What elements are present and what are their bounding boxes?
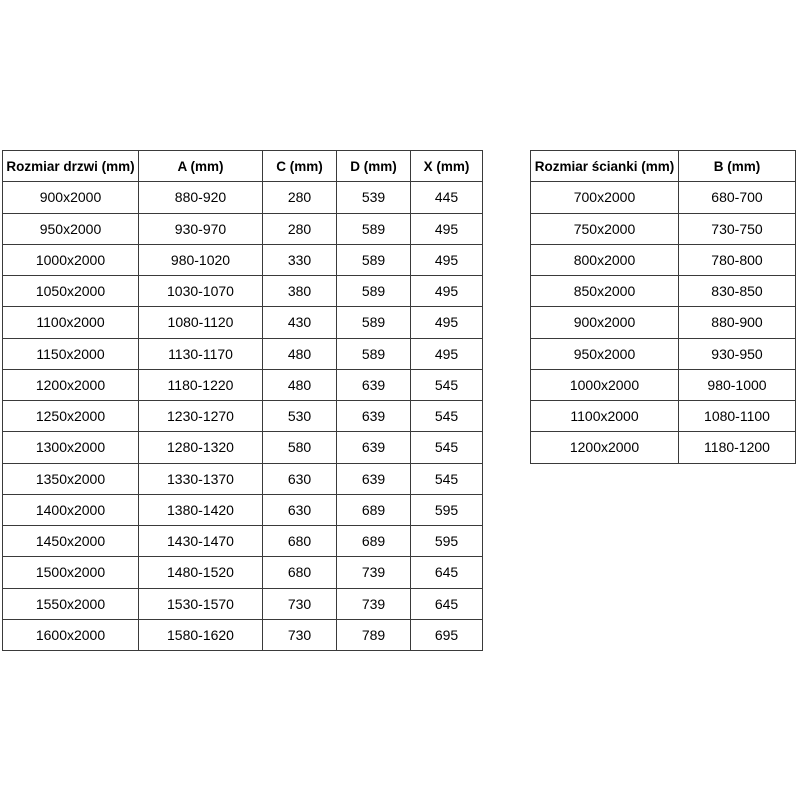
table-row [3, 369, 483, 400]
table-cell: 639 [337, 401, 411, 432]
table-row [3, 432, 483, 463]
table-cell: 495 [411, 307, 483, 338]
table-cell: 1050x2000 [3, 276, 139, 307]
table-cell: 1030-1070 [139, 276, 263, 307]
column-header: C (mm) [263, 151, 337, 182]
table-row [531, 338, 796, 369]
table-cell: 495 [411, 276, 483, 307]
table-row [531, 307, 796, 338]
table-cell: 1150x2000 [3, 338, 139, 369]
table-cell: 580 [263, 432, 337, 463]
table-cell: 445 [411, 182, 483, 213]
table-cell: 1100x2000 [531, 401, 679, 432]
table-cell: 589 [337, 307, 411, 338]
table-cell: 495 [411, 244, 483, 275]
column-header: B (mm) [679, 151, 796, 182]
table-cell: 700x2000 [531, 182, 679, 213]
table-cell: 1500x2000 [3, 557, 139, 588]
table-cell: 589 [337, 244, 411, 275]
table-row [531, 182, 796, 213]
table-cell: 1580-1620 [139, 619, 263, 650]
table-cell: 980-1020 [139, 244, 263, 275]
table-cell: 1280-1320 [139, 432, 263, 463]
table-cell: 630 [263, 494, 337, 525]
table-cell: 380 [263, 276, 337, 307]
table-cell: 1430-1470 [139, 526, 263, 557]
table-cell: 645 [411, 588, 483, 619]
table-row [531, 432, 796, 463]
column-header: Rozmiar ścianki (mm) [531, 151, 679, 182]
table-cell: 1130-1170 [139, 338, 263, 369]
table-cell: 680 [263, 526, 337, 557]
table-cell: 730 [263, 588, 337, 619]
column-header: X (mm) [411, 151, 483, 182]
table-cell: 789 [337, 619, 411, 650]
wall-dimensions-table [530, 150, 796, 464]
table-cell: 1350x2000 [3, 463, 139, 494]
table-cell: 1200x2000 [3, 369, 139, 400]
table-cell: 545 [411, 463, 483, 494]
table-row [531, 401, 796, 432]
table-cell: 589 [337, 338, 411, 369]
table-cell: 739 [337, 557, 411, 588]
header-row [3, 151, 483, 182]
table-cell: 589 [337, 213, 411, 244]
table-row [3, 338, 483, 369]
table-cell: 1450x2000 [3, 526, 139, 557]
table-cell: 980-1000 [679, 369, 796, 400]
table-cell: 750x2000 [531, 213, 679, 244]
table-cell: 1100x2000 [3, 307, 139, 338]
table-row [531, 276, 796, 307]
table-cell: 950x2000 [531, 338, 679, 369]
table-cell: 1180-1220 [139, 369, 263, 400]
table-row [3, 182, 483, 213]
table-cell: 730 [263, 619, 337, 650]
table-cell: 639 [337, 369, 411, 400]
table-row [3, 276, 483, 307]
table-cell: 1080-1120 [139, 307, 263, 338]
table-cell: 530 [263, 401, 337, 432]
table-cell: 1180-1200 [679, 432, 796, 463]
table-cell: 680 [263, 557, 337, 588]
table-cell: 1000x2000 [3, 244, 139, 275]
table-row [3, 619, 483, 650]
table-cell: 1080-1100 [679, 401, 796, 432]
table-cell: 545 [411, 432, 483, 463]
table-cell: 480 [263, 338, 337, 369]
table-cell: 900x2000 [3, 182, 139, 213]
table-row [531, 369, 796, 400]
table-cell: 1550x2000 [3, 588, 139, 619]
table-cell: 780-800 [679, 244, 796, 275]
door-dimensions-table [2, 150, 483, 651]
table-cell: 930-970 [139, 213, 263, 244]
table-row [3, 307, 483, 338]
column-header: Rozmiar drzwi (mm) [3, 151, 139, 182]
table-cell: 1480-1520 [139, 557, 263, 588]
table-cell: 495 [411, 213, 483, 244]
table-row [3, 557, 483, 588]
table-cell: 1300x2000 [3, 432, 139, 463]
table-cell: 595 [411, 526, 483, 557]
table-cell: 280 [263, 182, 337, 213]
table-cell: 645 [411, 557, 483, 588]
table-cell: 850x2000 [531, 276, 679, 307]
table-cell: 1600x2000 [3, 619, 139, 650]
table-row [3, 213, 483, 244]
table-cell: 639 [337, 463, 411, 494]
table-row [3, 526, 483, 557]
column-header: D (mm) [337, 151, 411, 182]
table-cell: 495 [411, 338, 483, 369]
table-row [3, 244, 483, 275]
table-cell: 430 [263, 307, 337, 338]
table-cell: 950x2000 [3, 213, 139, 244]
table-row [531, 213, 796, 244]
table-cell: 589 [337, 276, 411, 307]
table-cell: 689 [337, 526, 411, 557]
table-cell: 680-700 [679, 182, 796, 213]
table-cell: 800x2000 [531, 244, 679, 275]
table-cell: 880-920 [139, 182, 263, 213]
table-cell: 480 [263, 369, 337, 400]
table-cell: 930-950 [679, 338, 796, 369]
table-cell: 1400x2000 [3, 494, 139, 525]
table-cell: 880-900 [679, 307, 796, 338]
table-cell: 900x2000 [531, 307, 679, 338]
table-row [3, 494, 483, 525]
table-cell: 545 [411, 401, 483, 432]
table-row [3, 588, 483, 619]
table-cell: 1330-1370 [139, 463, 263, 494]
table-cell: 1230-1270 [139, 401, 263, 432]
table-cell: 739 [337, 588, 411, 619]
table-cell: 280 [263, 213, 337, 244]
table-row [3, 463, 483, 494]
table-row [531, 244, 796, 275]
table-cell: 1530-1570 [139, 588, 263, 619]
header-row [531, 151, 796, 182]
table-cell: 595 [411, 494, 483, 525]
table-cell: 545 [411, 369, 483, 400]
table-cell: 539 [337, 182, 411, 213]
column-header: A (mm) [139, 151, 263, 182]
table-cell: 639 [337, 432, 411, 463]
table-cell: 830-850 [679, 276, 796, 307]
table-cell: 1200x2000 [531, 432, 679, 463]
table-cell: 330 [263, 244, 337, 275]
table-cell: 1000x2000 [531, 369, 679, 400]
table-cell: 630 [263, 463, 337, 494]
table-cell: 1380-1420 [139, 494, 263, 525]
table-cell: 689 [337, 494, 411, 525]
table-cell: 695 [411, 619, 483, 650]
table-cell: 730-750 [679, 213, 796, 244]
table-row [3, 401, 483, 432]
table-cell: 1250x2000 [3, 401, 139, 432]
